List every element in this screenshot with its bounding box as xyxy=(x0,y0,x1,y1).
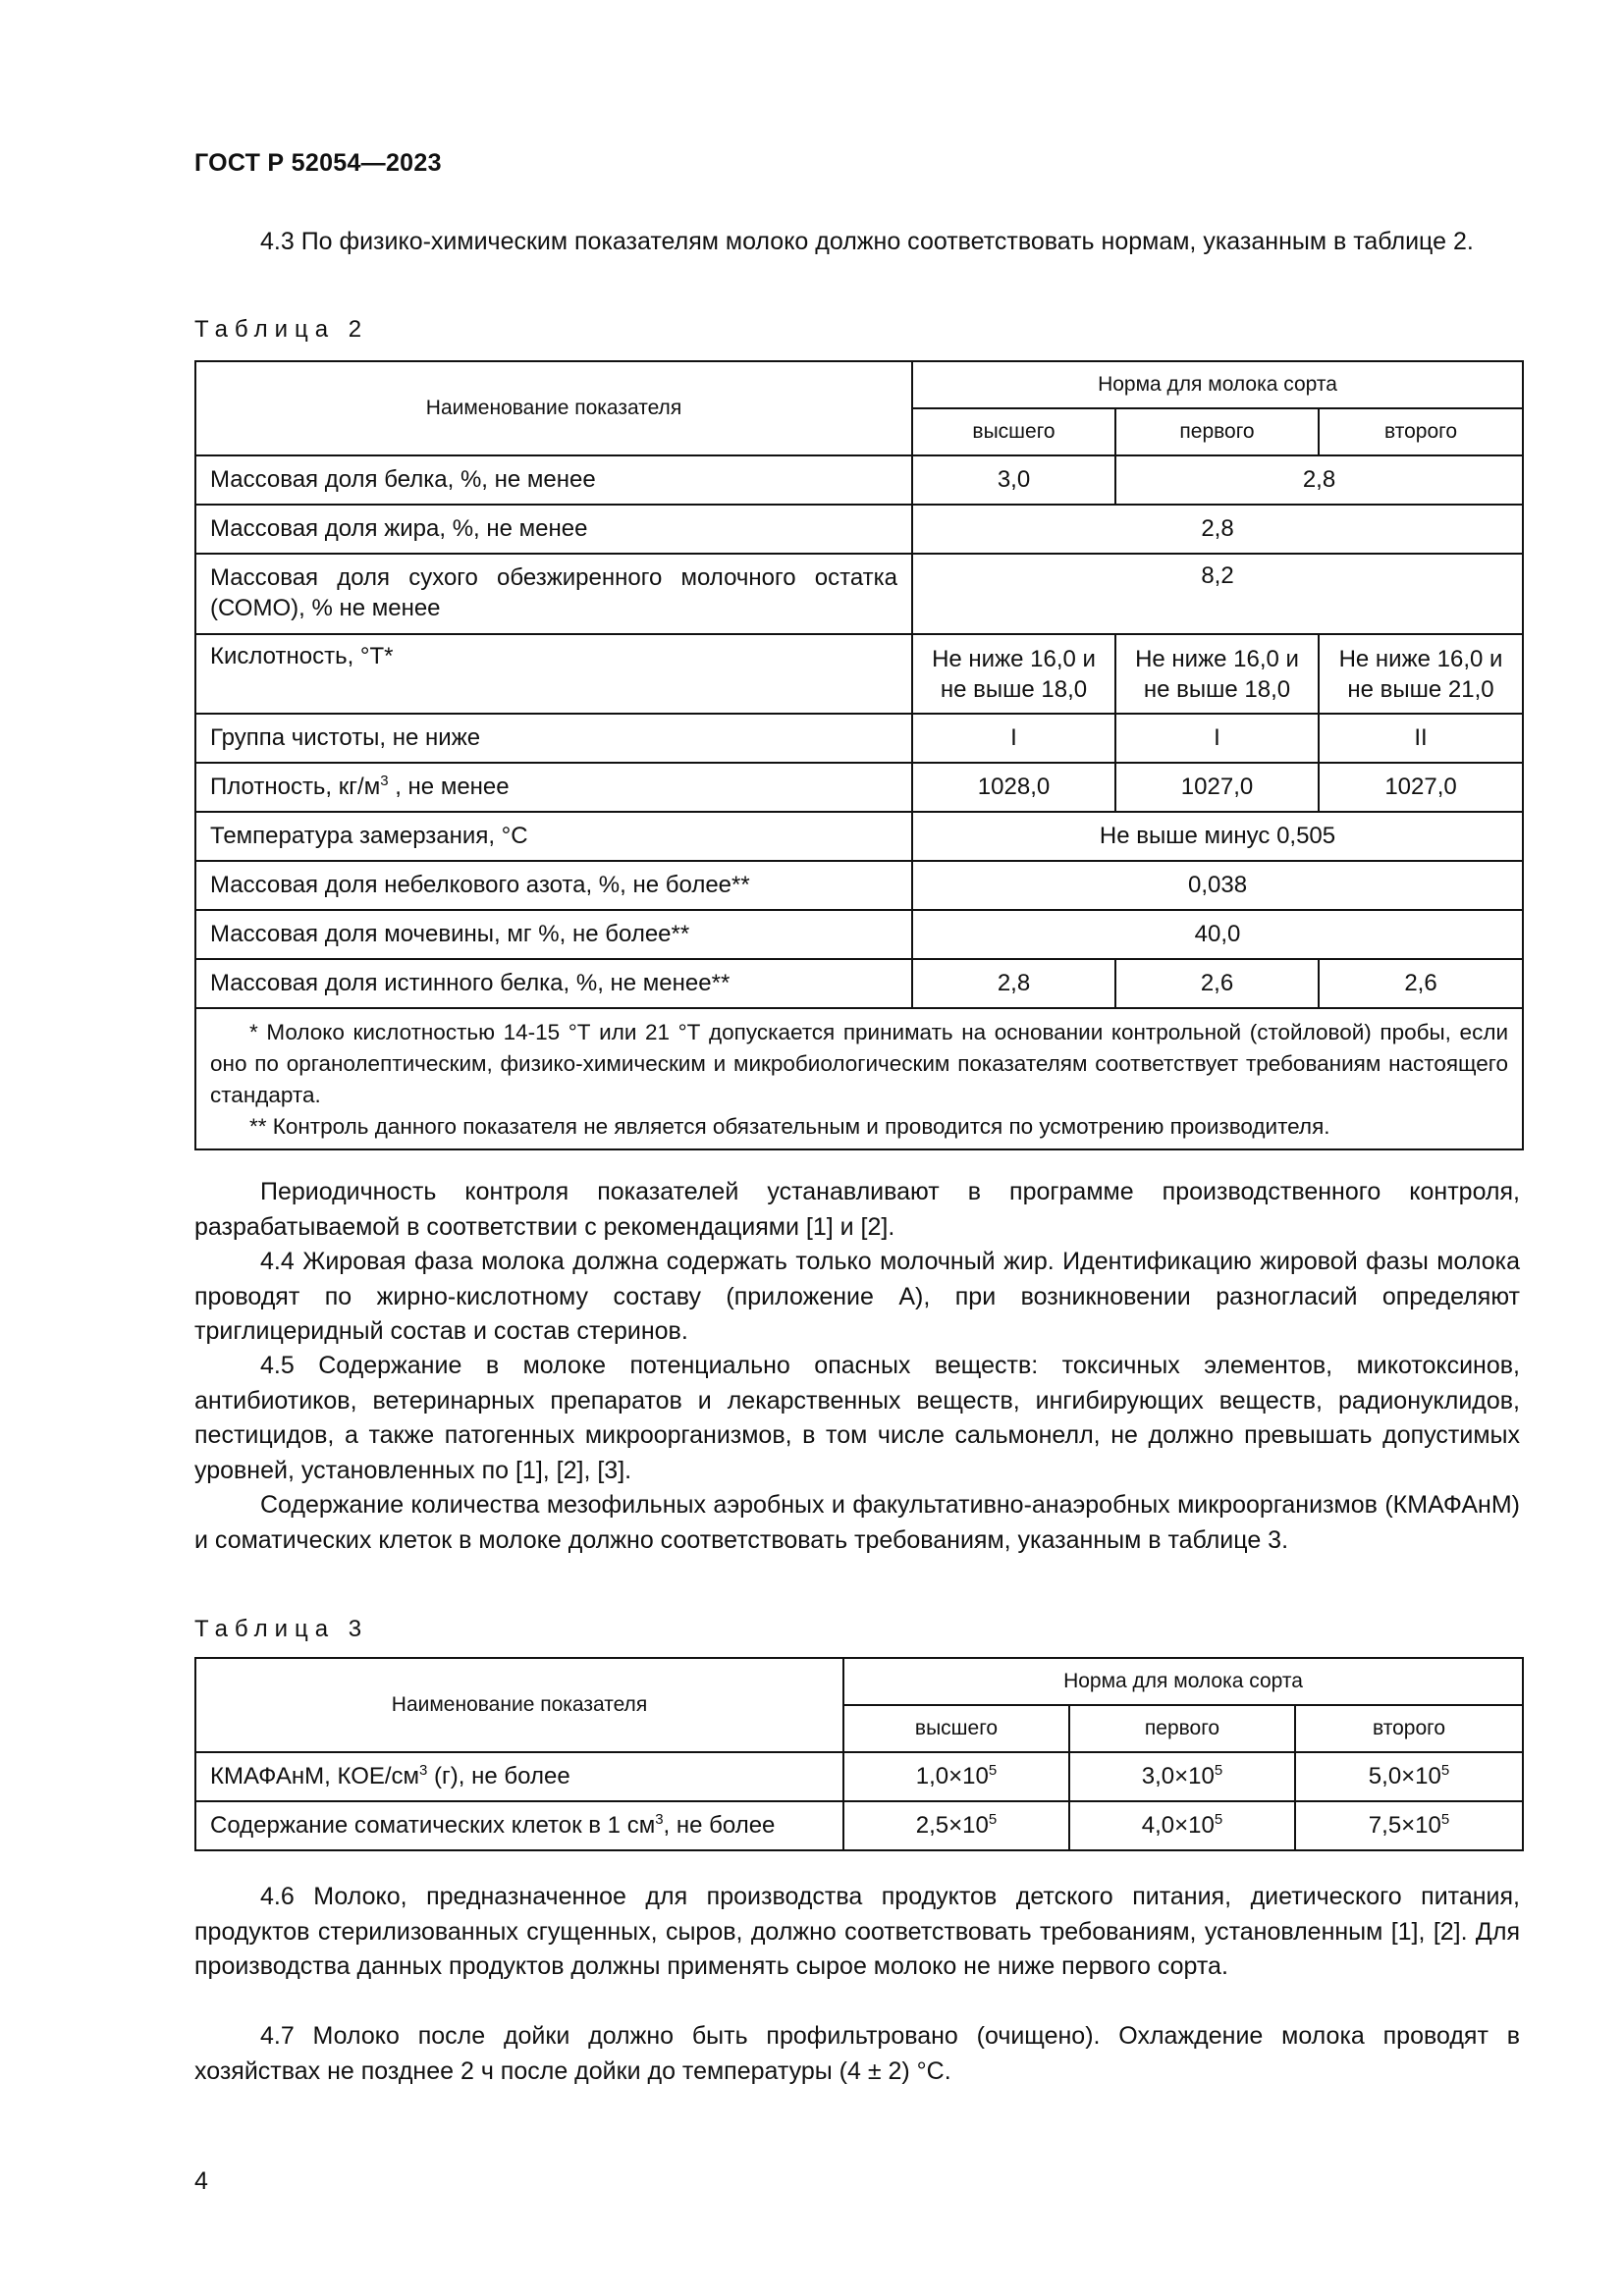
cell-value: 2,6 xyxy=(1319,959,1523,1008)
paragraph-periodicity: Периодичность контроля показателей устанавливают в программе производственного контроля, разрабатываемой в соответствии с рекомендациями [1] и [2]. xyxy=(194,1178,1520,1241)
cell-value: I xyxy=(912,714,1115,763)
cell-value: II xyxy=(1319,714,1523,763)
paragraph-4-4: 4.4 Жировая фаза молока должна содержать только молочный жир. Идентификацию жировой фазы молока проводят по жирно-кислотному составу (приложение А), при возникновении разногласий определяют триглицеридный состав и состав стеринов. xyxy=(194,1248,1520,1345)
cell-value: 2,8 xyxy=(912,505,1523,554)
row-label: Кислотность, °Т* xyxy=(195,634,912,714)
table-2-header-norm: Норма для молока сорта xyxy=(912,361,1523,408)
cell-value: 2,8 xyxy=(912,959,1115,1008)
paragraph-kmafanm: Содержание количества мезофильных аэробных и факультативно-анаэробных микроорганизмов (КМАФАнМ) и соматических клеток в молоке должно соответствовать требованиям, указанным в таблице 3. xyxy=(194,1491,1520,1554)
label-text: , не менее xyxy=(388,774,510,800)
label-text: Содержание соматических клеток в 1 см xyxy=(210,1812,656,1839)
paragraph-4-5: 4.5 Содержание в молоке потенциально опасных веществ: токсичных элементов, микотоксинов, антибиотиков, ветеринарных препаратов и лекарственных веществ, ингибирующих веществ, радионуклидов, пестицидов, а также патогенных микроорганизмов, в том числе сальмонелл, не должно превышать допустимых уровней, установленных по [1], [2], [3]. xyxy=(194,1352,1520,1484)
cell-value: 1027,0 xyxy=(1319,763,1523,812)
label-text: Плотность, кг/м xyxy=(210,774,381,800)
cell-value: 2,8 xyxy=(1115,455,1523,505)
table-row xyxy=(195,812,1523,861)
table-3-header-norm: Норма для молока сорта xyxy=(843,1658,1523,1705)
table-row xyxy=(195,1801,1523,1850)
row-label xyxy=(195,1752,843,1801)
table-row xyxy=(195,714,1523,763)
cell-value: 8,2 xyxy=(912,554,1523,634)
cell-value: Не ниже 16,0 и не выше 18,0 xyxy=(912,634,1115,714)
cell-value: I xyxy=(1115,714,1319,763)
label-text: , не более xyxy=(663,1812,776,1839)
table-row xyxy=(195,505,1523,554)
paragraph-4-6: 4.6 Молоко, предназначенное для производства продуктов детского питания, диетического питания, продуктов стерилизованных сгущенных, сыров, должно соответствовать требованиям, установленным [1], [2]. Для производства данных продуктов должны применять сырое молоко не ниже первого сорта. xyxy=(194,1883,1520,1980)
cell-value: 1028,0 xyxy=(912,763,1115,812)
row-label: Массовая доля мочевины, мг %, не более** xyxy=(195,910,912,959)
value-text: 1,0×10 xyxy=(915,1763,989,1789)
superscript: 3 xyxy=(419,1762,428,1779)
cell-value: 1027,0 xyxy=(1115,763,1319,812)
paragraph-4-3: 4.3 По физико-химическим показателям молоко должно соответствовать нормам, указанным в таблице 2. xyxy=(260,228,1474,255)
value-text: 5,0×10 xyxy=(1368,1763,1441,1789)
document-header: ГОСТ Р 52054—2023 xyxy=(194,149,442,177)
paragraph-4-7: 4.7 Молоко после дойки должно быть профильтровано (очищено). Охлаждение молока проводят в хозяйствах не позднее 2 ч после дойки до температуры (4 ± 2) °С. xyxy=(194,2022,1520,2085)
table-3-header-name: Наименование показателя xyxy=(195,1658,843,1752)
table-3-grade-first: первого xyxy=(1069,1705,1295,1752)
cell-value xyxy=(1069,1752,1295,1801)
cell-value xyxy=(1295,1801,1523,1850)
table-2-notes-row xyxy=(195,1008,1523,1149)
table-3-grade-second: второго xyxy=(1295,1705,1523,1752)
table-2-header-name: Наименование показателя xyxy=(195,361,912,455)
cell-value xyxy=(843,1801,1069,1850)
table-row xyxy=(195,1752,1523,1801)
table-2-note-1: * Молоко кислотностью 14-15 °Т или 21 °Т допускается принимать на основании контрольной (стойловой) пробы, если оно по органолептическим, физико-химическим и микробиологическим показателям соответствует требованиям настоящего стандарта. xyxy=(210,1020,1509,1107)
cell-value: Не выше минус 0,505 xyxy=(912,812,1523,861)
value-text: 7,5×10 xyxy=(1368,1812,1441,1839)
page-number: 4 xyxy=(194,2167,208,2195)
table-row xyxy=(195,959,1523,1008)
table-row xyxy=(195,861,1523,910)
row-label xyxy=(195,763,912,812)
cell-value xyxy=(1295,1752,1523,1801)
row-label: Температура замерзания, °С xyxy=(195,812,912,861)
superscript: 3 xyxy=(380,773,389,789)
table-row xyxy=(195,634,1523,714)
exponent: 5 xyxy=(1440,1811,1450,1828)
table-2-note-2: ** Контроль данного показателя не является обязательным и проводится по усмотрению производителя. xyxy=(249,1114,1330,1139)
exponent: 5 xyxy=(988,1762,998,1779)
cell-value: 40,0 xyxy=(912,910,1523,959)
cell-value: 2,6 xyxy=(1115,959,1319,1008)
table-row xyxy=(195,455,1523,505)
table-row xyxy=(195,910,1523,959)
table-3-grade-highest: высшего xyxy=(843,1705,1069,1752)
value-text: 4,0×10 xyxy=(1141,1812,1215,1839)
table-3-caption: Таблица 3 xyxy=(194,1616,369,1642)
exponent: 5 xyxy=(1214,1811,1223,1828)
row-label: Массовая доля сухого обезжиренного молочного остатка (СОМО), % не менее xyxy=(195,554,912,634)
table-row xyxy=(195,554,1523,634)
row-label: Группа чистоты, не ниже xyxy=(195,714,912,763)
cell-value: Не ниже 16,0 и не выше 21,0 xyxy=(1319,634,1523,714)
row-label: Массовая доля жира, %, не менее xyxy=(195,505,912,554)
table-2-grade-highest: высшего xyxy=(912,408,1115,455)
cell-value: Не ниже 16,0 и не выше 18,0 xyxy=(1115,634,1319,714)
superscript: 3 xyxy=(655,1811,664,1828)
row-label: Массовая доля истинного белка, %, не менее** xyxy=(195,959,912,1008)
table-2-grade-second: второго xyxy=(1319,408,1523,455)
table-2-grade-first: первого xyxy=(1115,408,1319,455)
exponent: 5 xyxy=(1214,1762,1223,1779)
row-label: Массовая доля небелкового азота, %, не более** xyxy=(195,861,912,910)
exponent: 5 xyxy=(1440,1762,1450,1779)
table-2-caption: Таблица 2 xyxy=(194,316,369,343)
label-text: КМАФАнМ, КОЕ/см xyxy=(210,1763,420,1789)
value-text: 3,0×10 xyxy=(1141,1763,1215,1789)
exponent: 5 xyxy=(988,1811,998,1828)
cell-value: 0,038 xyxy=(912,861,1523,910)
table-2-notes xyxy=(195,1008,1523,1149)
value-text: 2,5×10 xyxy=(915,1812,989,1839)
cell-value xyxy=(843,1752,1069,1801)
label-text: (г), не более xyxy=(427,1763,570,1789)
row-label xyxy=(195,1801,843,1850)
cell-value: 3,0 xyxy=(912,455,1115,505)
row-label: Массовая доля белка, %, не менее xyxy=(195,455,912,505)
table-3 xyxy=(194,1657,1524,1851)
table-row xyxy=(195,763,1523,812)
cell-value xyxy=(1069,1801,1295,1850)
table-2 xyxy=(194,360,1524,1150)
